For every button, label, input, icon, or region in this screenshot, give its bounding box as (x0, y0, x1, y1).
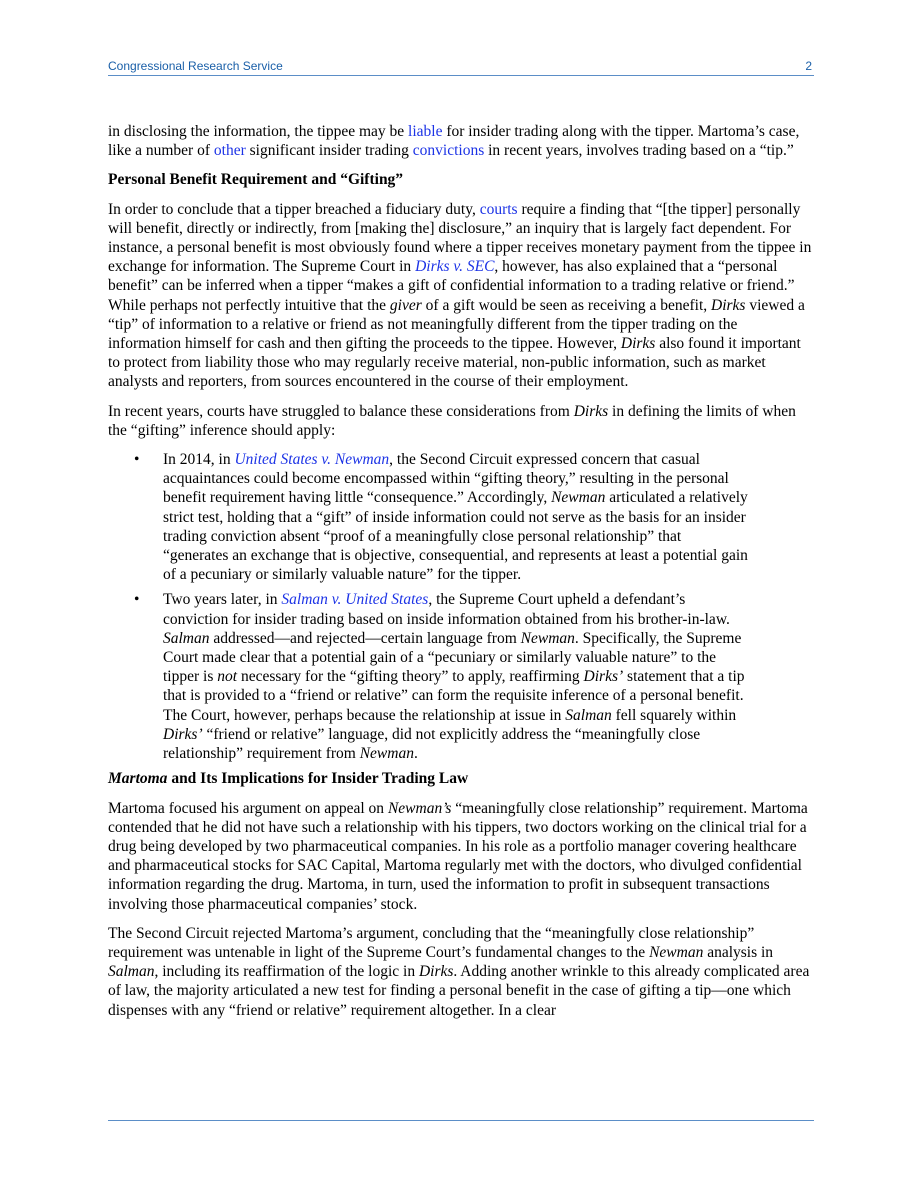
link-dirks-v-sec[interactable]: Dirks v. SEC (415, 258, 495, 276)
section-heading-martoma: Martoma and Its Implications for Insider Trading Law (108, 770, 469, 788)
link-liable[interactable]: liable (408, 123, 443, 140)
paragraph-second-circuit: The Second Circuit rejected Martoma’s argument, concluding that the “meaningfully close relationship” requirement was untenable in light of the Supreme Court’s fundamental changes to the Newman analysis in Salman, including its reaffirmation of the logic in Dirks. Adding another wrinkle to this already complicated area of law, the majority articulated a new test for finding a personal benefit in the case of gifting a tip—one which dispenses with any “friend or relative” requirement altogether. In a clear (108, 924, 810, 1019)
page-header (108, 58, 814, 76)
link-salman-v-united-states[interactable]: Salman v. United States (281, 591, 429, 609)
list-item-newman: • In 2014, in United States v. Newman, the Second Circuit expressed concern that casual acquaintances could become encompassed within “gifting theory,” resulting in the personal benefit requirement having little “consequence.” Accordingly, Newman articulated a relatively strict test, holding that a “gift” of inside information could not serve as the basis for an insider trading conviction absent “proof of a meaningfully close personal relationship” that “generates an exchange that is objective, consequential, and represents at least a potential gain of a pecuniary or similarly valuable nature” for the tipper. (134, 451, 748, 584)
case-bullet-list (108, 450, 814, 763)
paragraph-martoma-argument: Martoma focused his argument on appeal on Newman’s “meaningfully close relationship” requirement. Martoma contended that he did not have such a relationship with his tippers, two doctors working on the clinical trial for a drug being developed by two pharmaceutical companies. In his role as a portfolio manager covering healthcare and pharmaceutical stocks for SAC Capital, Martoma regularly met with the doctors, who divulged confidential information regarding the drug. Martoma, in turn, used the information to profit in subsequent transactions involving those pharmaceutical companies’ stock. (108, 799, 808, 913)
header-org: Congressional Research Service (108, 59, 283, 73)
bullet-icon: • (134, 591, 140, 609)
link-convictions[interactable]: convictions (412, 142, 485, 160)
footer-rule (108, 1120, 814, 1121)
paragraph-personal-benefit: In order to conclude that a tipper breached a fiduciary duty, courts require a finding that “[the tipper] personally will benefit, directly or indirectly, from [making the] disclosure,” an inquiry that is largely fact dependent. For instance, a personal benefit is most obviously found where a tipper receives monetary payment from the tippee in exchange for information. The Supreme Court in Dirks v. SEC, however, has also explained that a “personal benefit” can be inferred when a tipper “makes a gift of confidential information to a trading relative or friend.” While perhaps not perfectly intuitive that the giver of a gift would be seen as receiving a benefit, Dirks viewed a “tip” of information to a relative or friend as not meaningfully different from the tipper trading on the information himself for cash and then gifting the proceeds to the tippee. However, Dirks also found it important to protect from liability those who may regularly receive material, non-public information, such as market analysts and reporters, from sources encountered in the course of their employment. (108, 200, 812, 391)
header-rule (108, 75, 814, 76)
bullet-icon: • (134, 451, 140, 469)
paragraph-recent-years: In recent years, courts have struggled to balance these considerations from Dirks in defining the limits of when the “gifting” inference should apply: (108, 402, 796, 439)
header-page-number: 2 (805, 59, 812, 73)
link-courts[interactable]: courts (479, 200, 518, 218)
document-body (108, 122, 814, 1030)
section-heading-personal-benefit: Personal Benefit Requirement and “Gifting” (108, 171, 404, 189)
link-united-states-v-newman[interactable]: United States v. Newman (234, 451, 390, 469)
link-other[interactable]: other (213, 142, 246, 160)
paragraph-intro: in disclosing the information, the tippee may be liable for insider trading along with the tipper. Martoma’s case, like a number of other significant insider trading convictions in recent years, involves trading based on a “tip.” (108, 123, 800, 160)
list-item-salman: • Two years later, in Salman v. United States, the Supreme Court upheld a defendant’s conviction for insider trading based on inside information obtained from his brother-in-law. Salman addressed—and rejected—certain language from Newman. Specifically, the Supreme Court made clear that a potential gain of a “pecuniary or similarly valuable nature” to the tipper is not necessary for the “gifting theory” to apply, reaffirming Dirks’ statement that a tip that is provided to a “friend or relative” can form the requisite inference of a personal benefit. The Court, however, perhaps because the relationship at issue in Salman fell squarely within Dirks’ “friend or relative” language, did not explicitly address the “meaningfully close relationship” requirement from Newman. (134, 591, 745, 763)
